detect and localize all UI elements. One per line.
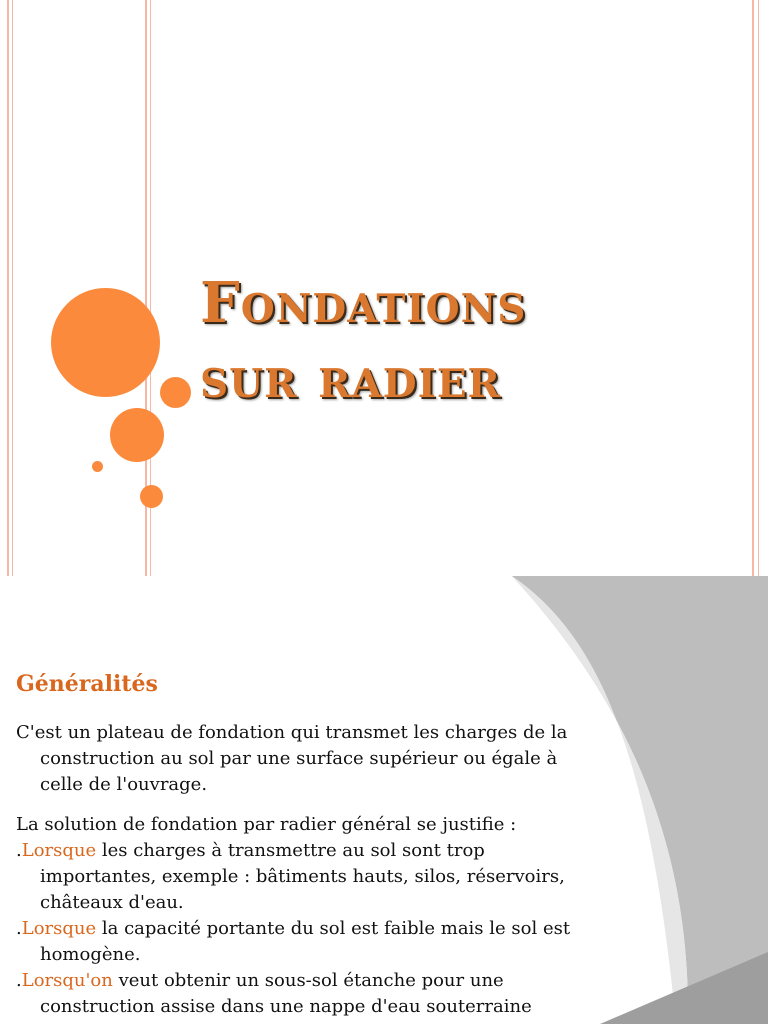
keyword: Lorsqu'on [21,970,113,991]
slide-title-line2: sur radier [200,345,501,411]
decor-circle-medium [110,408,164,462]
content-slide [0,576,768,1024]
decor-circle-large [51,288,160,397]
section-heading: Généralités [16,671,158,697]
decor-line [7,0,9,576]
keyword: Lorsque [21,840,97,861]
decor-circle-small [160,377,191,408]
list-item: .Lorsque les charges à transmettre au sol sont trop importantes, exemple : bâtiments hauts, silos, réservoirs, châteaux d'eau. [16,840,565,913]
decor-line [752,0,754,576]
decor-line [12,0,13,576]
content-body [16,720,596,1020]
keyword: Lorsque [21,918,97,939]
list-item: .Lorsqu'on veut obtenir un sous-sol étanche pour une construction assise dans une nappe d'eau souterraine [16,970,532,1017]
decor-line [758,0,759,576]
slide-title-line1: Fondations [200,270,527,336]
list-item: .Lorsque la capacité portante du sol est faible mais le sol est homogène. [16,918,571,965]
paragraph: C'est un plateau de fondation qui transmet les charges de la construction au sol par une surface supérieur ou égale à celle de l'ouvrage. [16,722,568,795]
decor-circle-small [140,485,163,508]
decor-circle-tiny [92,461,103,472]
intro-line: La solution de fondation par radier général se justifie : [16,814,517,835]
